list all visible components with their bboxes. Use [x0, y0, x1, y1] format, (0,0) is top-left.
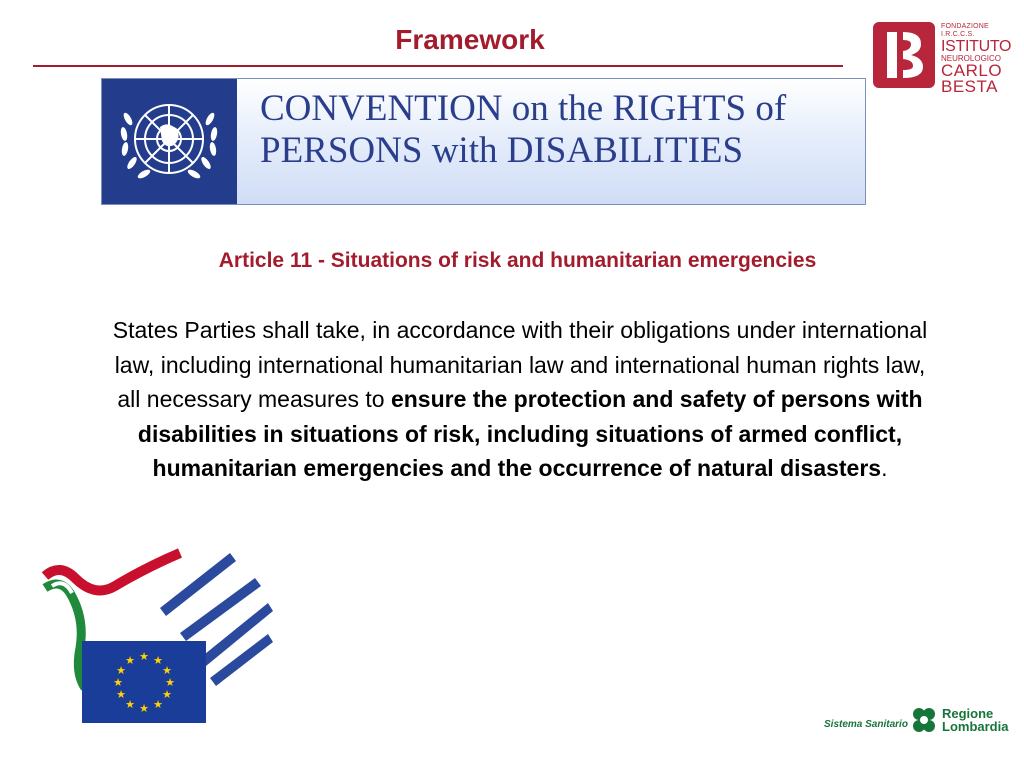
- banner-title-line2: PERSONS with DISABILITIES: [260, 130, 744, 171]
- banner-title-line1: CONVENTION on the RIGHTS of: [260, 88, 787, 129]
- besta-line-neurologico: NEUROLOGICO: [941, 54, 1002, 63]
- svg-text:★: ★: [153, 698, 163, 711]
- regione-cross-icon: [910, 704, 938, 736]
- besta-line-istituto: ISTITUTO: [941, 38, 1012, 55]
- regione-name-line1: Regione: [942, 706, 994, 721]
- regione-name-line2: Lombardia: [942, 719, 1009, 734]
- svg-text:★: ★: [116, 688, 126, 701]
- besta-logo-icon: [873, 22, 935, 88]
- svg-text:★: ★: [162, 664, 172, 677]
- article-text-plain: States Parties shall take, in accordance with their obligations under international law, including international humanitarian law and international human rights law, all necessary measures to: [112, 317, 928, 412]
- article-body: [105, 313, 935, 486]
- article-text-bold: ensure the protection and safety of persons with disabilities in situations of risk, including situations of armed conflict, humanitarian emergencies and the occurrence of natural disasters: [137, 386, 923, 481]
- besta-logo: [873, 22, 1012, 96]
- svg-text:★: ★: [113, 676, 123, 689]
- svg-text:★: ★: [139, 650, 149, 663]
- svg-text:★: ★: [125, 654, 135, 667]
- besta-line-foundation: FONDAZIONE I.R.C.C.S.: [941, 23, 989, 38]
- svg-text:★: ★: [116, 664, 126, 677]
- crpd-banner: [101, 78, 866, 205]
- eu-flag-dove-icon: [40, 548, 275, 728]
- un-emblem-icon: [102, 79, 237, 205]
- regione-lombardia-logo: [824, 702, 1014, 742]
- un-emblem-panel: [102, 79, 237, 205]
- svg-text:★: ★: [125, 698, 135, 711]
- page-title: Framework: [395, 24, 545, 55]
- svg-text:★: ★: [162, 688, 172, 701]
- svg-text:★: ★: [165, 676, 175, 689]
- svg-text:★: ★: [153, 654, 163, 667]
- regione-prefix: Sistema Sanitario: [824, 719, 908, 730]
- title-divider: [33, 65, 843, 67]
- besta-line-carlo: CARLO: [941, 61, 1003, 80]
- article-text-end: .: [881, 455, 888, 481]
- besta-line-besta: BESTA: [941, 77, 998, 96]
- svg-text:★: ★: [139, 702, 149, 715]
- article-heading: Article 11 - Situations of risk and humanitarian emergencies: [218, 249, 817, 272]
